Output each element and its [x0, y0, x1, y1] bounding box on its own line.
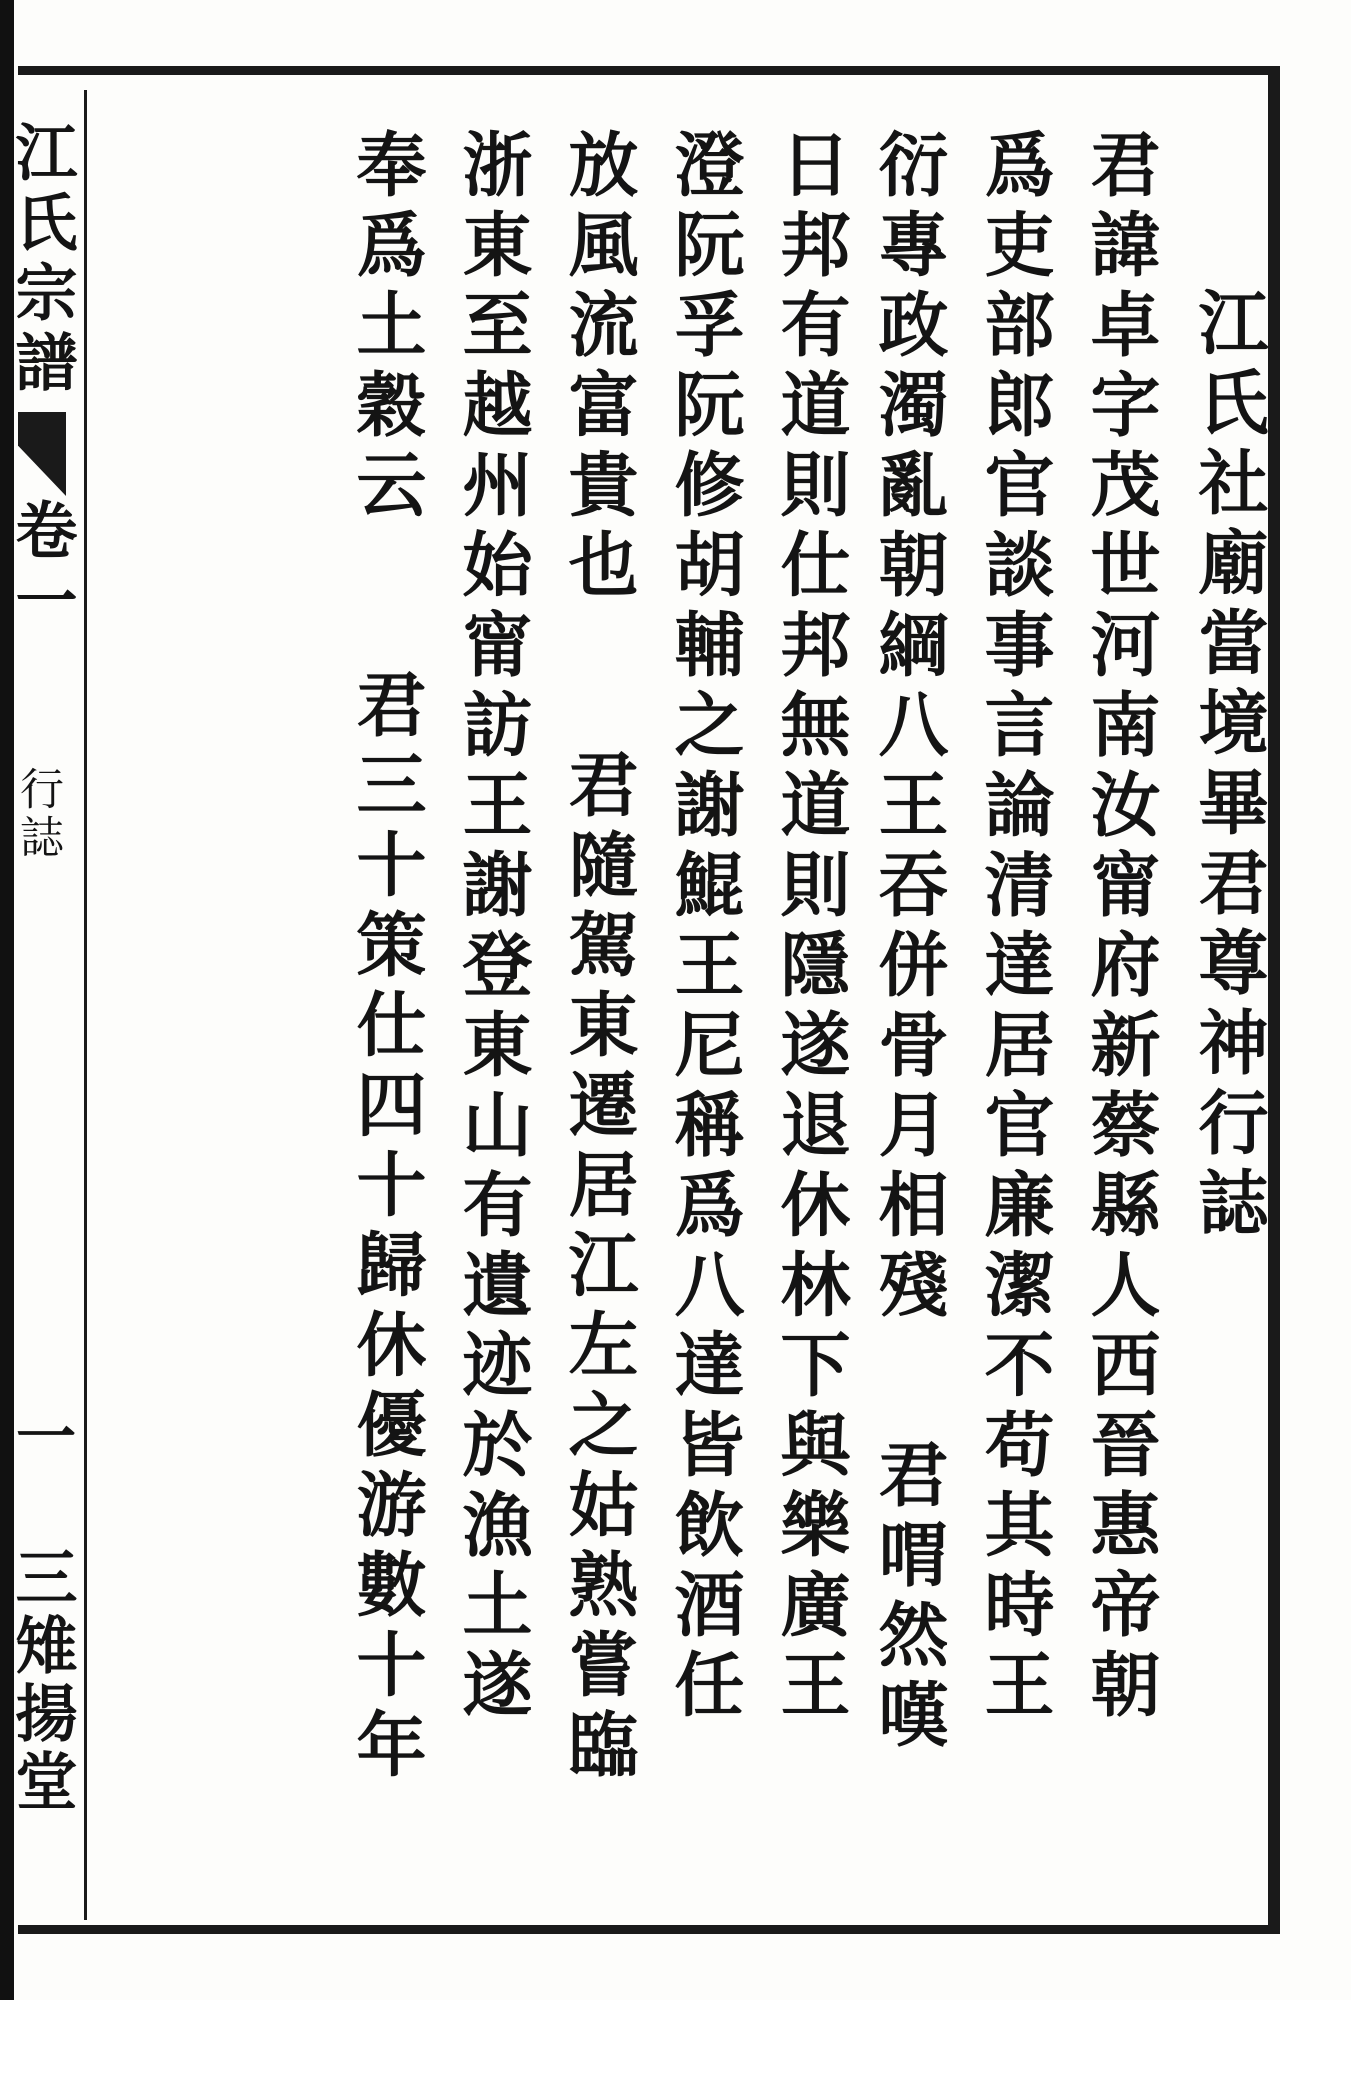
margin-hall-name: 三雉揚堂 — [5, 1545, 78, 1817]
margin-volume: 卷一 — [5, 498, 78, 638]
text-column-2 — [974, 128, 1054, 1928]
text-column-5 — [664, 128, 744, 1928]
center-margin-rule — [84, 90, 87, 1920]
text-column-3 — [868, 128, 948, 1928]
inner-border-line — [1272, 84, 1275, 1924]
text-column-8 — [346, 128, 426, 1928]
text-column-4 — [770, 128, 850, 1928]
text-segment: 放風流富貴也 — [557, 128, 640, 608]
text-segment: 君三十策仕四十歸休優游數十年 — [345, 668, 428, 1788]
text-segment: 澄阮孚阮修胡輔之謝鯤王尼稱爲八達皆飲酒任 — [663, 128, 746, 1728]
margin-book-title: 江氏宗譜 — [5, 120, 78, 400]
text-segment: 浙東至越州始甯訪王謝登東山有遺迹於漁土遂 — [451, 128, 534, 1728]
text-column-6 — [558, 128, 638, 1928]
text-segment: 衍專政濁亂朝綱八王吞併骨月相殘 — [867, 128, 950, 1328]
margin-page-number: 一 — [6, 1405, 76, 1465]
text-segment: 奉爲土穀云 — [345, 128, 428, 528]
text-segment: 君隨駕東遷居江左之姑熟嘗臨 — [557, 748, 640, 1788]
text-segment: 君諱卓字茂世河南汝甯府新蔡縣人西晉惠帝朝 — [1079, 128, 1162, 1728]
text-segment: 爲吏部郎官談事言論清達居官廉潔不苟其時王 — [973, 128, 1056, 1728]
margin-section-label: 行誌 — [12, 766, 63, 862]
text-column-7 — [452, 128, 532, 1928]
text-column-1 — [1080, 128, 1160, 1928]
text-segment: 君喟然嘆 — [867, 1438, 950, 1758]
document-title: 江氏社廟當境畢君尊神行誌 — [1187, 286, 1270, 1246]
text-segment: 日邦有道則仕邦無道則隱遂退休林下與樂廣王 — [769, 128, 852, 1728]
